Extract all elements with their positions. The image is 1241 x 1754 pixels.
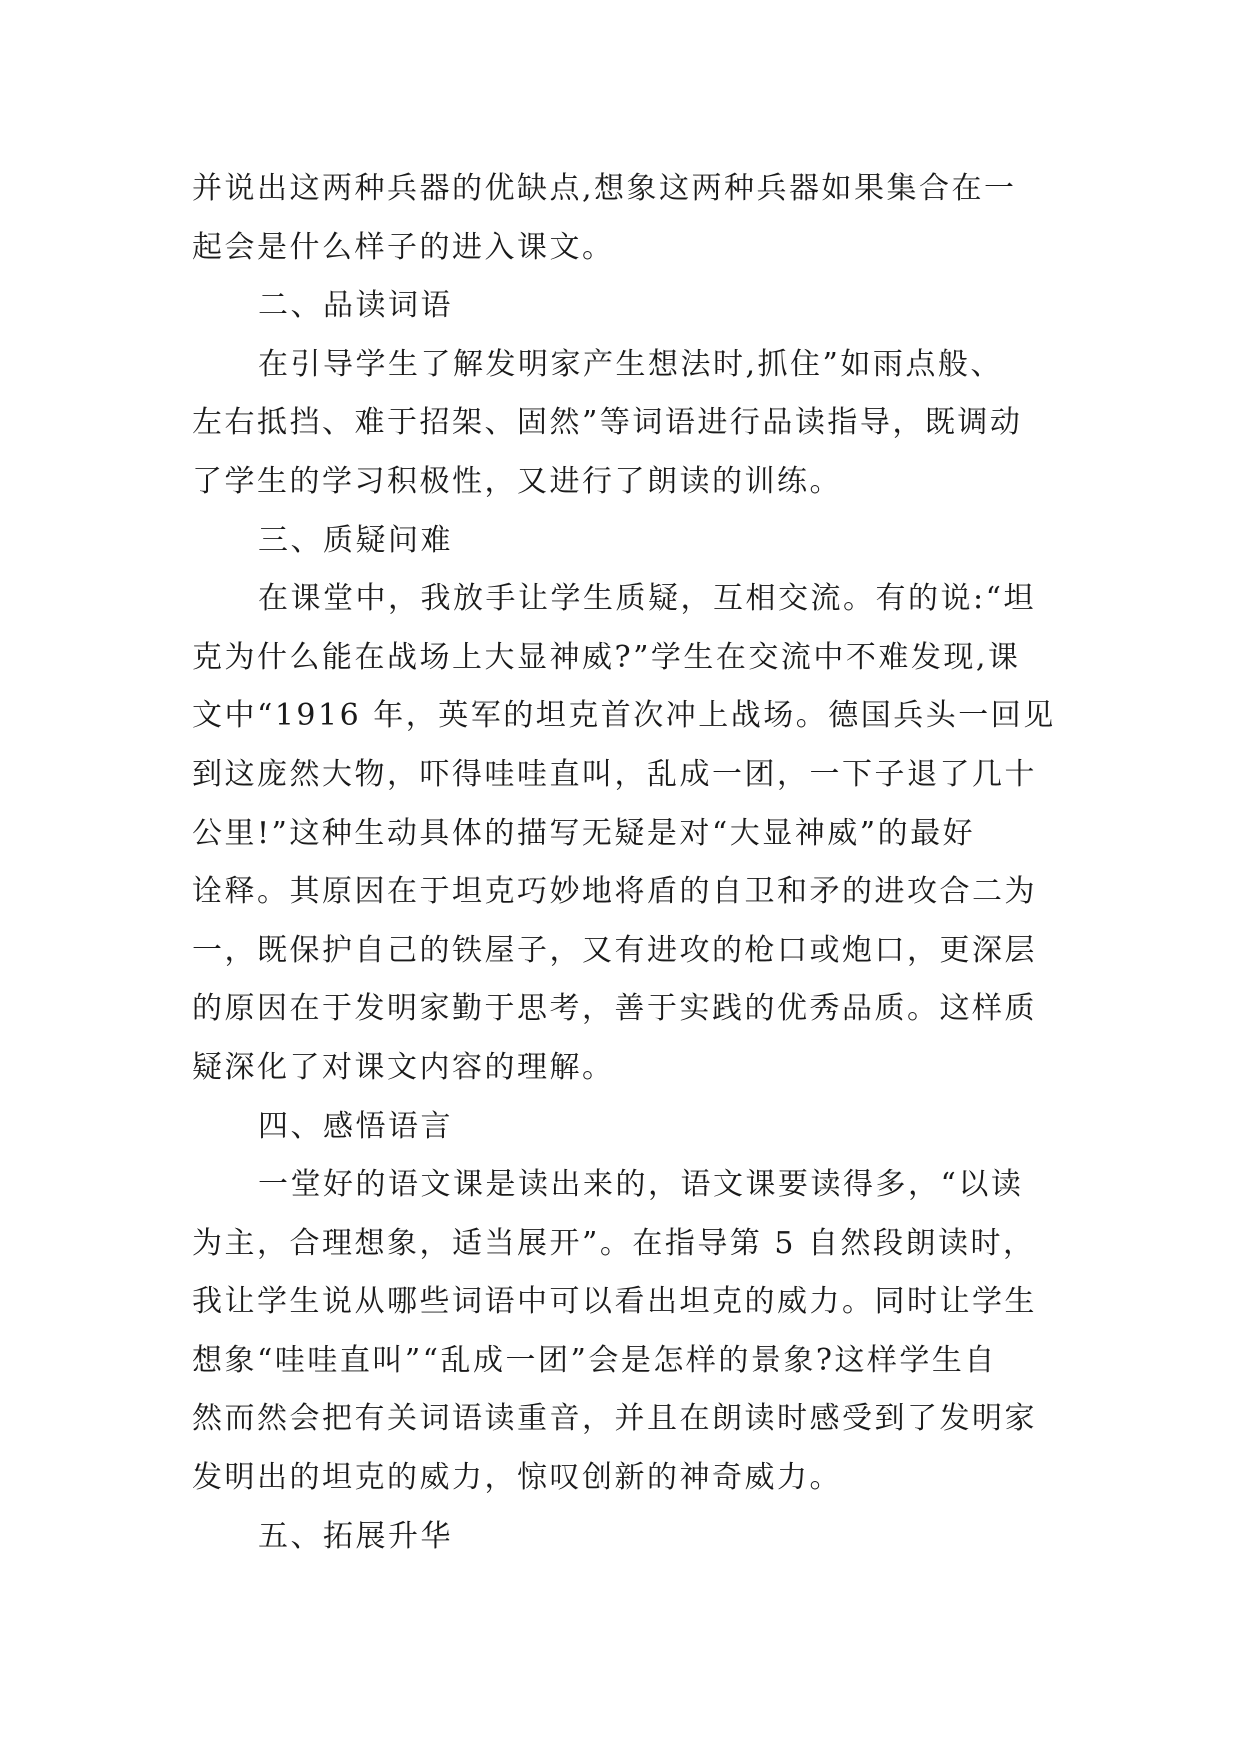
paragraph-line-indented: 在引导学生了解发明家产生想法时,抓住”如雨点般、 [258, 346, 1003, 382]
paragraph-line-indented: 三、质疑问难 [258, 522, 453, 558]
paragraph-line: 克为什么能在战场上大显神威?”学生在交流中不难发现,课 [192, 639, 1021, 675]
paragraph-line: 了学生的学习积极性，又进行了朗读的训练。 [192, 463, 842, 499]
paragraph-line: 然而然会把有关词语读重音，并且在朗读时感受到了发明家 [192, 1401, 1037, 1437]
paragraph-line-indented: 在课堂中，我放手让学生质疑，互相交流。有的说:“坦 [258, 581, 1036, 617]
paragraph-line: 起会是什么样子的进入课文。 [192, 229, 615, 265]
paragraph-line-indented: 一堂好的语文课是读出来的，语文课要读得多，“以读 [258, 1167, 1024, 1203]
paragraph-line: 诠释。其原因在于坦克巧妙地将盾的自卫和矛的进攻合二为 [192, 874, 1037, 910]
paragraph-line-indented: 五、拓展升华 [258, 1518, 453, 1554]
paragraph-line: 发明出的坦克的威力，惊叹创新的神奇威力。 [192, 1460, 842, 1496]
paragraph-line: 左右抵挡、难于招架、固然”等词语进行品读指导，既调动 [192, 405, 1023, 441]
paragraph-line: 文中“1916 年，英军的坦克首次冲上战场。德国兵头一回见 [192, 698, 1056, 734]
paragraph-line: 并说出这两种兵器的优缺点,想象这两种兵器如果集合在一 [192, 171, 1017, 206]
paragraph-line: 的原因在于发明家勤于思考，善于实践的优秀品质。这样质 [192, 991, 1037, 1027]
paragraph-line: 为主，合理想象，适当展开”。在指导第 5 自然段朗读时， [192, 1225, 1036, 1261]
paragraph-line: 想象“哇哇直叫”“乱成一团”会是怎样的景象?这样学生自 [192, 1342, 997, 1378]
paragraph-line: 到这庞然大物，吓得哇哇直叫，乱成一团，一下子退了几十 [192, 756, 1037, 792]
paragraph-line: 我让学生说从哪些词语中可以看出坦克的威力。同时让学生 [192, 1284, 1037, 1320]
paragraph-line: 一，既保护自己的铁屋子，又有进攻的枪口或炮口，更深层 [192, 932, 1037, 968]
paragraph-line: 公里!”这种生动具体的描写无疑是对“大显神威”的最好 [192, 815, 976, 851]
paragraph-line: 疑深化了对课文内容的理解。 [192, 1049, 615, 1085]
paragraph-line-indented: 二、品读词语 [258, 288, 453, 324]
document-body [192, 160, 1056, 1566]
paragraph-line-indented: 四、感悟语言 [258, 1108, 453, 1144]
